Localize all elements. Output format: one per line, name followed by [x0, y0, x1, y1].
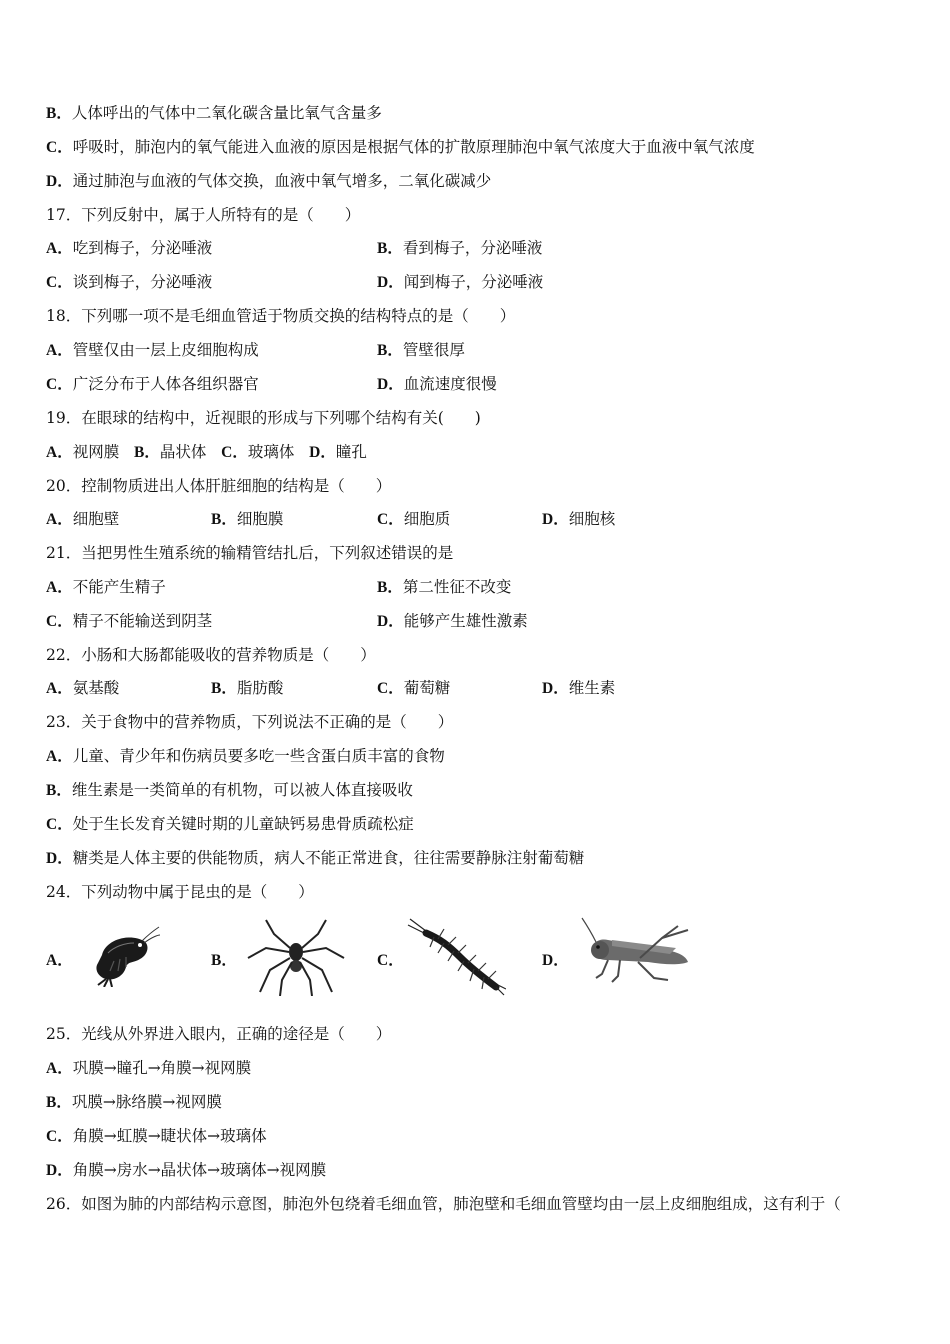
option-label: A． [46, 240, 73, 257]
q25-option-c [46, 1126, 267, 1147]
option-label: A． [46, 952, 73, 969]
option-label: D． [46, 1162, 73, 1179]
q24-option-b-label [211, 950, 237, 971]
option-label: A． [46, 511, 73, 528]
option-text: 广泛分布于人体各组织器官 [72, 375, 259, 393]
option-text: 角膜→房水→晶状体→玻璃体→视网膜 [72, 1161, 327, 1179]
option-label: D． [542, 952, 569, 969]
grasshopper-image [578, 916, 692, 988]
option-label: D． [377, 376, 404, 393]
option-label: B． [211, 511, 237, 528]
q23-option-d [46, 848, 584, 869]
option-label: D． [46, 173, 73, 190]
option-text: 能够产生雄性激素 [403, 612, 528, 630]
q23-option-a [46, 746, 445, 767]
option-text: 不能产生精子 [72, 578, 166, 596]
q19-stem: 19．在眼球的结构中，近视眼的形成与下列哪个结构有关( ) [46, 409, 481, 427]
q26-stem: 26．如图为肺的内部结构示意图，肺泡外包绕着毛细血管，肺泡壁和毛细血管壁均由一层上皮细胞组成，这有利于（ [46, 1195, 841, 1213]
option-text: 吃到梅子，分泌唾液 [72, 239, 213, 257]
option-text: 巩膜→脉络膜→视网膜 [71, 1093, 222, 1111]
option-text: 角膜→虹膜→睫状体→玻璃体 [72, 1127, 267, 1145]
option-label: A． [46, 342, 73, 359]
q16-option-d [46, 171, 491, 192]
option-text: 管壁仅由一层上皮细胞构成 [72, 341, 259, 359]
option-text: 处于生长发育关键时期的儿童缺钙易患骨质疏松症 [72, 815, 414, 833]
q21-stem: 21．当把男性生殖系统的输精管结扎后，下列叙述错误的是 [46, 544, 454, 562]
option-label: B． [211, 952, 237, 969]
q24-stem: 24．下列动物中属于昆虫的是（ ） [46, 883, 314, 901]
centipede-image [404, 915, 506, 997]
q25-option-d [46, 1160, 326, 1181]
q21-option-b [377, 577, 511, 598]
option-label: B． [377, 240, 403, 257]
option-text: 糖类是人体主要的供能物质，病人不能正常进食，往往需要静脉注射葡萄糖 [72, 849, 585, 867]
q24-option-d-label [542, 950, 569, 971]
option-text: 细胞壁 [72, 510, 120, 528]
option-text: 细胞质 [403, 510, 451, 528]
option-text: 儿童、青少年和伤病员要多吃一些含蛋白质丰富的食物 [72, 747, 445, 765]
option-label: A． [46, 748, 73, 765]
q23-option-b [46, 780, 413, 801]
option-label: B． [377, 579, 403, 596]
option-text: 谈到梅子，分泌唾液 [72, 273, 213, 291]
q18-stem: 18．下列哪一项不是毛细血管适于物质交换的结构特点的是（ ） [46, 307, 516, 325]
q20-option-b [211, 509, 283, 530]
q18-option-b [377, 340, 465, 361]
q16-option-c [46, 137, 755, 158]
option-label: C． [377, 952, 404, 969]
option-label: A． [46, 579, 73, 596]
option-label: C． [46, 816, 73, 833]
option-label: C． [377, 680, 404, 697]
option-text: 闻到梅子，分泌唾液 [403, 273, 544, 291]
q17-option-d [377, 272, 543, 293]
option-text: 巩膜→瞳孔→角膜→视网膜 [72, 1059, 252, 1077]
option-text: 瞳孔 [335, 443, 367, 461]
option-text: 晶状体 [159, 443, 207, 461]
q21-option-d [377, 611, 528, 632]
option-label: C． [46, 1128, 73, 1145]
option-label: D． [309, 444, 336, 461]
option-label: C． [46, 274, 73, 291]
q22-option-d [542, 678, 615, 699]
q25-option-b [46, 1092, 222, 1113]
option-text: 维生素 [568, 679, 616, 697]
q23-option-c [46, 814, 414, 835]
q24-option-c-label [377, 950, 404, 971]
option-label: C． [221, 444, 248, 461]
q17-option-a [46, 238, 212, 259]
q23-stem: 23．关于食物中的营养物质，下列说法不正确的是（ ） [46, 713, 454, 731]
q21-option-c [46, 611, 212, 632]
spider-image [244, 918, 348, 996]
q20-option-a [46, 509, 119, 530]
option-label: B． [46, 105, 72, 122]
option-label: D． [377, 274, 404, 291]
option-text: 维生素是一类简单的有机物，可以被人体直接吸收 [71, 781, 413, 799]
option-label: A． [46, 444, 73, 461]
q17-stem: 17．下列反射中，属于人所特有的是（ ） [46, 206, 361, 224]
option-text: 氨基酸 [72, 679, 120, 697]
option-label: D． [46, 850, 73, 867]
option-text: 人体呼出的气体中二氧化碳含量比氧气含量多 [71, 104, 382, 122]
option-text: 血流速度很慢 [403, 375, 497, 393]
q22-option-a [46, 678, 119, 699]
q16-option-b [46, 103, 382, 124]
option-text: 第二性征不改变 [402, 578, 512, 596]
option-text: 看到梅子，分泌唾液 [402, 239, 543, 257]
option-label: C． [46, 376, 73, 393]
option-label: B． [134, 444, 160, 461]
q19-options [46, 442, 367, 463]
q22-stem: 22．小肠和大肠都能吸收的营养物质是（ ） [46, 646, 376, 664]
option-text: 呼吸时，肺泡内的氧气能进入血液的原因是根据气体的扩散原理肺泡中氧气浓度大于血液中氧气浓度 [72, 138, 755, 156]
option-text: 视网膜 [72, 443, 120, 461]
option-label: A． [46, 1060, 73, 1077]
q18-option-d [377, 374, 497, 395]
option-label: C． [46, 139, 73, 156]
q20-option-c [377, 509, 450, 530]
option-text: 精子不能输送到阴茎 [72, 612, 213, 630]
option-text: 通过肺泡与血液的气体交换，血液中氧气增多，二氧化碳减少 [72, 172, 492, 190]
q18-option-c [46, 374, 259, 395]
option-text: 脂肪酸 [236, 679, 284, 697]
shrimp-image [84, 925, 160, 987]
q18-option-a [46, 340, 259, 361]
q22-option-b [211, 678, 283, 699]
q20-option-d [542, 509, 615, 530]
option-text: 细胞核 [568, 510, 616, 528]
q24-option-a-label [46, 950, 73, 971]
q21-option-a [46, 577, 166, 598]
option-label: B． [46, 1094, 72, 1111]
option-label: D． [542, 511, 569, 528]
q25-option-a [46, 1058, 251, 1079]
q17-option-b [377, 238, 542, 259]
q25-stem: 25．光线从外界进入眼内，正确的途径是（ ） [46, 1025, 392, 1043]
q22-option-c [377, 678, 450, 699]
q20-stem: 20．控制物质进出人体肝脏细胞的结构是（ ） [46, 477, 392, 495]
option-label: D． [377, 613, 404, 630]
option-label: A． [46, 680, 73, 697]
option-label: C． [377, 511, 404, 528]
option-label: C． [46, 613, 73, 630]
option-label: B． [211, 680, 237, 697]
option-text: 细胞膜 [236, 510, 284, 528]
q17-option-c [46, 272, 212, 293]
option-label: D． [542, 680, 569, 697]
option-label: B． [377, 342, 403, 359]
option-text: 玻璃体 [247, 443, 295, 461]
option-label: B． [46, 782, 72, 799]
option-text: 葡萄糖 [403, 679, 451, 697]
option-text: 管壁很厚 [402, 341, 465, 359]
